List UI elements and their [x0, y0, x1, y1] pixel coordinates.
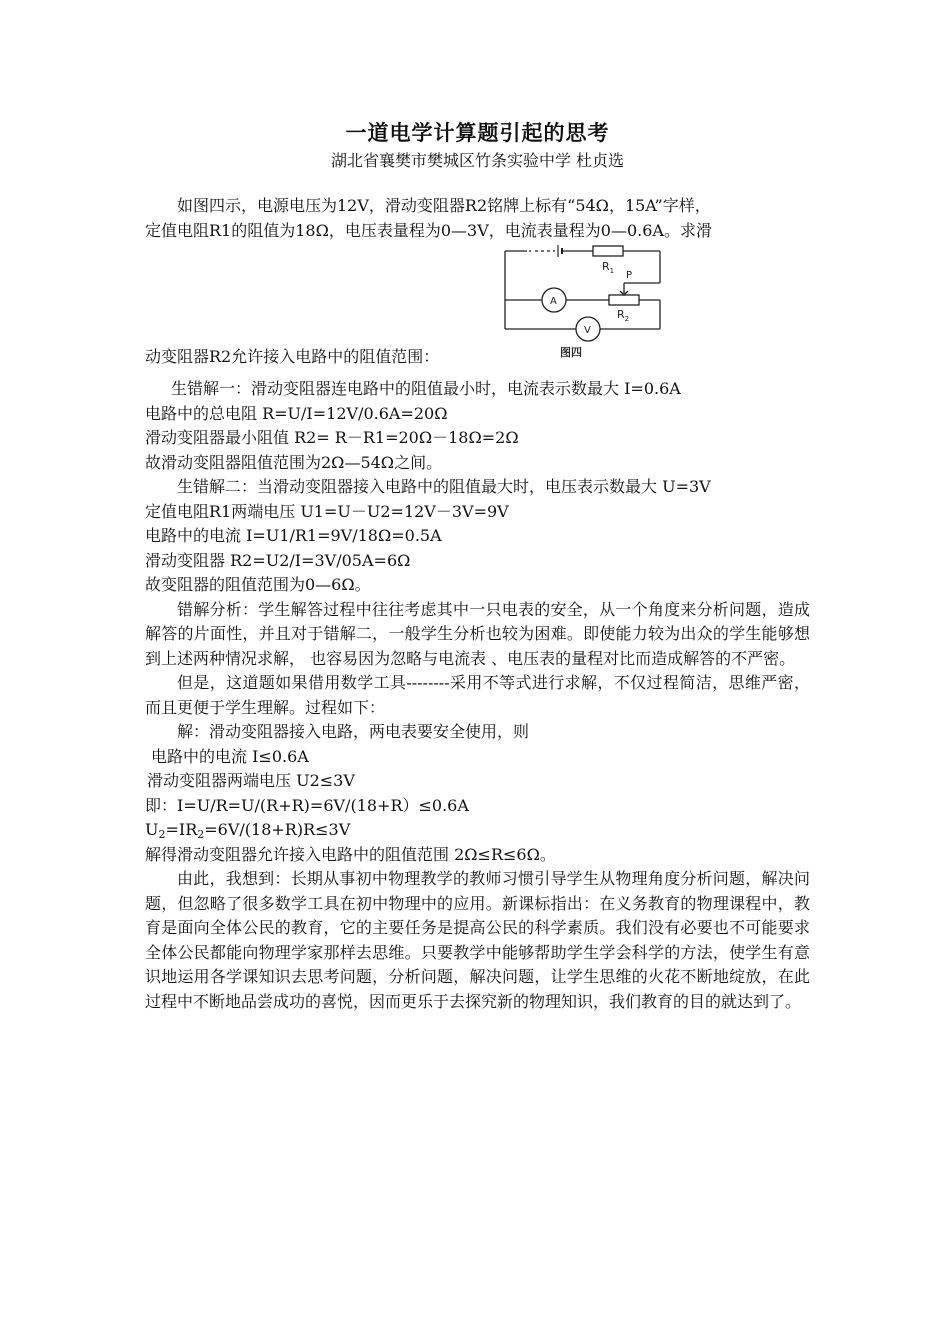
wrong1-line-4: 故滑动变阻器阻值范围为2Ω—54Ω之间。 — [145, 452, 443, 472]
solution-line-1: 解：滑动变阻器接入电路，两电表要安全使用，则 — [177, 722, 530, 741]
math-tool-paragraph: 但是，这道题如果借用数学工具--------采用不等式进行求解，不仅过程简洁，思维严密，而且更便于学生理解。过程如下： — [145, 673, 810, 717]
r2-label: $R_2$ — [617, 308, 630, 323]
wrong2-line-2: 定值电阻R1两端电压 U1=U－U2=12V－3V=9V — [145, 501, 509, 521]
solution-line-6: 解得滑动变阻器允许接入电路中的阻值范围 2Ω≤R≤6Ω。 — [145, 844, 556, 864]
problem-line-3: 动变阻器R2允许接入电路中的阻值范围： — [145, 346, 440, 366]
wrong2-line-1: 生错解二：当滑动变阻器接入电路中的阻值最大时，电压表示数最大 U=3V — [177, 477, 711, 496]
author-line: 湖北省襄樊市樊城区竹条实验中学 杜贞选 — [330, 151, 625, 170]
figure-caption: 图四 — [560, 346, 582, 359]
wrong2-line-4: 滑动变阻器 R2=U2/I=3V/05A=6Ω — [145, 550, 411, 570]
r1-label: $R_1$ — [602, 260, 615, 275]
conclusion-paragraph: 由此，我想到：长期从事初中物理教学的教师习惯引导学生从物理角度分析问题，解决问题，但忽略了很多数学工具在初中物理中的应用。新课标指出：在义务教育的物理课程中，教育是面向全体公民的教育，它的主要任务是提高公民的科学素质。我们没有必要也不可能要求全体公民都能向物理学家那样去思维。只要教学中能够帮助学生学会科学的方法，使学生有意识地运用各学课知识去思考问题，分析问题，解决问题，让学生思维的火花不断地绽放，在此过程中不断地品尝成功的喜悦，因而更乐于去探究新的物理知识，我们教育的目的就达到了。 — [145, 869, 810, 1011]
solution-line-2: 电路中的电流 I≤0.6A — [151, 746, 309, 766]
page-title: 一道电学计算题引起的思考 — [345, 121, 610, 145]
wrong1-line-2: 电路中的总电阻 R=U/I=12V/0.6A=20Ω — [145, 403, 448, 423]
solution-line-4: 即：I=U/R=U/(R+R)=6V/(18+R）≤0.6A — [145, 795, 469, 815]
ammeter-label: A — [550, 296, 557, 307]
wrong1-line-3: 滑动变阻器最小阻值 R2= R－R1=20Ω－18Ω=2Ω — [145, 428, 519, 447]
voltmeter-label: V — [584, 325, 591, 336]
figure-row — [145, 243, 810, 366]
problem-line-2: 定值电阻R1的阻值为18Ω，电压表量程为0—3V，电流表量程为0—0.6A。求滑 — [145, 220, 712, 240]
document-page — [145, 118, 810, 1014]
solution-line-3: 滑动变阻器两端电压 U2≤3V — [147, 771, 355, 790]
circuit-diagram — [500, 245, 670, 361]
wrong2-line-5: 故变阻器的阻值范围为0—6Ω。 — [145, 575, 371, 594]
solution-line-5: $U_2=IR_2=6V/(18+R)R\le 3V$ — [145, 820, 351, 841]
problem-line-1: 如图四示，电源电压为12V，滑动变阻器R2铭牌上标有“54Ω，15A”字样， — [177, 196, 711, 215]
wrong2-line-3: 电路中的电流 I=U1/R1=9V/18Ω=0.5A — [145, 526, 442, 545]
analysis-paragraph: 错解分析：学生解答过程中往往考虑其中一只电表的安全，从一个角度来分析问题，造成解答的片面性，并且对于错解二，一般学生分析也较为困难。即使能力较为出众的学生能够想到上述两种情况求解， 也容易因为忽略与电流表 、电压表的量程对比而造成解答的不严密。 — [145, 599, 810, 668]
wrong1-line-1: 生错解一：滑动变阻器连电路中的阻值最小时，电流表示数最大 I=0.6A — [171, 379, 681, 398]
slider-p-label: P — [626, 270, 633, 281]
